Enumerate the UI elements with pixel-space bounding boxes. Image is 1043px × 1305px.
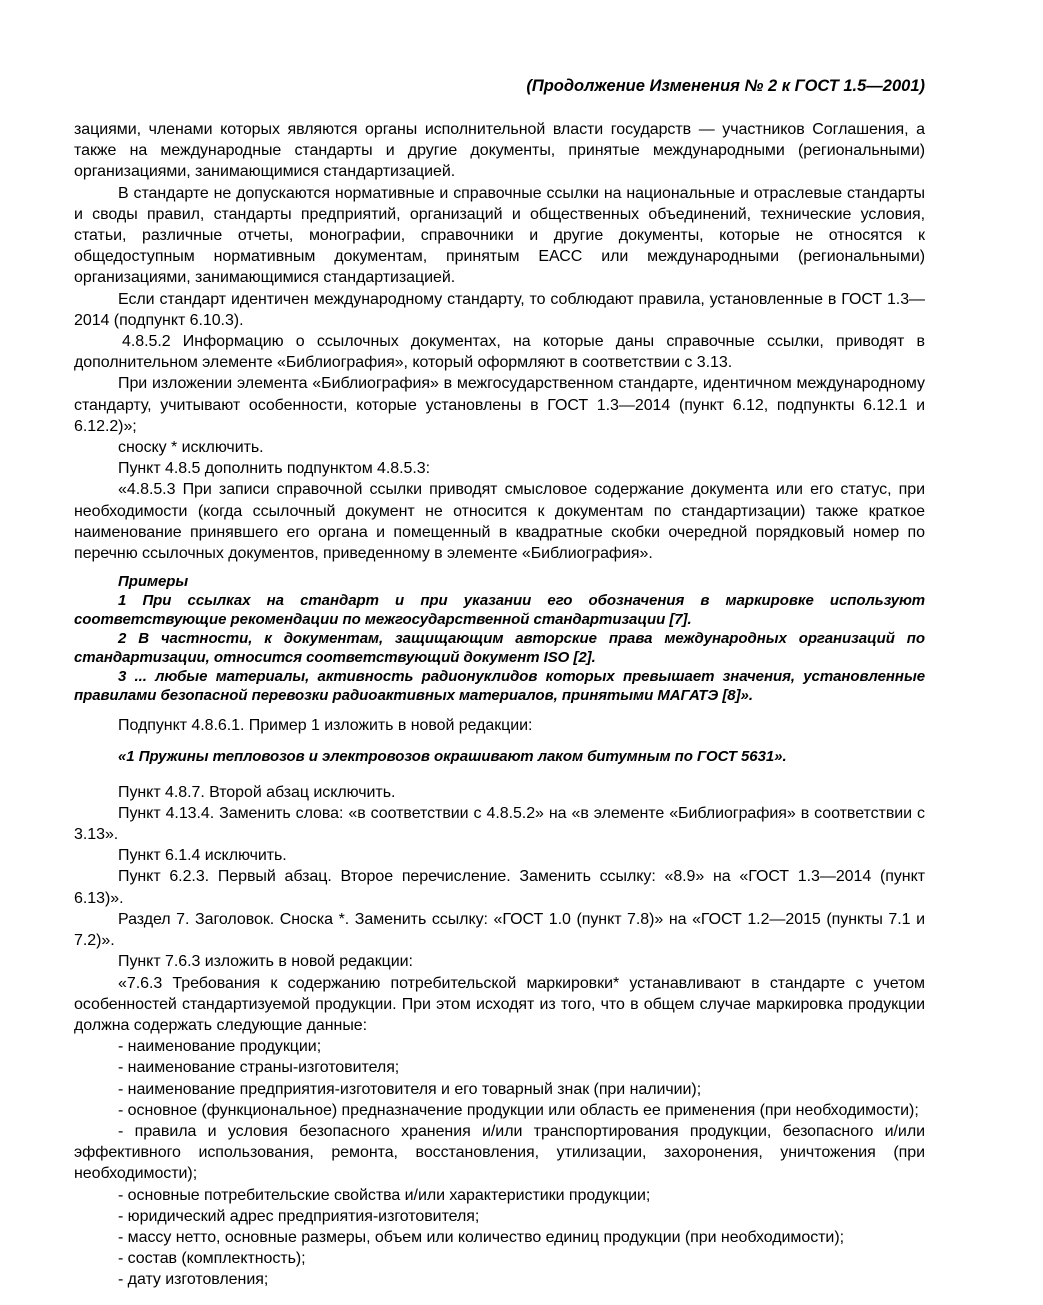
- list-item: - состав (комплектность);: [118, 1250, 306, 1268]
- list-item: - наименование предприятия-изготовителя и его товарный знак (при наличии);: [118, 1080, 702, 1098]
- paragraph: «4.8.5.3 При записи справочной ссылки приводят смысловое содержание документа или его статус, при необходимости (когда ссылочный документ не относится к документам по стандартизации) также краткое наименование принявшего его органа и помещенный в квадратные скобки очередной порядковый номер по перечню ссылочных документов, приведенному в элементе «Библиография».: [74, 481, 925, 563]
- list-item: - юридический адрес предприятия-изготовителя;: [118, 1207, 480, 1225]
- document-body: [74, 119, 925, 1291]
- example-item: 2 В частности, к документам, защищающим авторские права международных организаций по стандартизации, относится соответствующий документ ISO [2].: [74, 630, 925, 667]
- paragraph: Пункт 4.8.5 дополнить подпунктом 4.8.5.3:: [118, 460, 431, 478]
- paragraph: Пункт 7.6.3 изложить в новой редакции:: [118, 953, 413, 971]
- paragraph: сноску * исключить.: [118, 439, 264, 457]
- list-item: - наименование страны-изготовителя;: [118, 1059, 400, 1077]
- paragraph: Пункт 4.13.4. Заменить слова: «в соответствии с 4.8.5.2» на «в элементе «Библиография» в соответствии с 3.13».: [74, 804, 925, 844]
- list-item: - правила и условия безопасного хранения и/или транспортирования продукции, безопасного и/или эффективного использования, ремонта, восстановления, утилизации, захоронения, уничтожения (при необходимости);: [74, 1122, 925, 1183]
- example-item: 3 ... любые материалы, активность радионуклидов которых превышает значения, установленные правилами безопасной перевозки радиоактивных материалов, принятыми МАГАТЭ [8]».: [74, 668, 925, 705]
- list-item: - основные потребительские свойства и/или характеристики продукции;: [118, 1186, 651, 1204]
- paragraph: зациями, членами которых являются органы исполнительной власти государств — участников Соглашения, а также на международные стандарты и другие документы, принятые международными (региональными) организациями, занимающимися стандартизацией.: [74, 121, 925, 181]
- running-header: (Продолжение Изменения № 2 к ГОСТ 1.5—2001): [526, 77, 925, 95]
- list-item: - основное (функциональное) предназначение продукции или область ее применения (при необходимости);: [118, 1101, 919, 1119]
- paragraph: «7.6.3 Требования к содержанию потребительской маркировки* устанавливают в стандарте с учетом особенностей стандартизуемой продукции. При этом исходят из того, что в общем случае маркировка продукции должна содержать следующие данные:: [74, 974, 925, 1034]
- examples-title: Примеры: [118, 573, 189, 591]
- paragraph: Пункт 6.2.3. Первый абзац. Второе перечисление. Заменить ссылку: «8.9» на «ГОСТ 1.3—2014 (пункт 6.13)».: [74, 868, 925, 907]
- spacer: [74, 705, 925, 715]
- paragraph: При изложении элемента «Библиография» в межгосударственном стандарте, идентичном международному стандарту, учитывают особенности, которые установлены в ГОСТ 1.3—2014 (пункт 6.12, подпункты 6.12.1 и 6.12.2)»;: [74, 375, 925, 435]
- paragraph: Пункт 4.8.7. Второй абзац исключить.: [118, 783, 396, 801]
- spacer: [74, 768, 925, 782]
- example-quote: «1 Пружины тепловозов и электровозов окрашивают лаком битумным по ГОСТ 5631».: [118, 748, 787, 766]
- example-item: 1 При ссылках на стандарт и при указании его обозначения в маркировке используют соответствующие рекомендации по межгосударственной стандартизации [7].: [74, 592, 925, 629]
- paragraph: Если стандарт идентичен международному стандарту, то соблюдают правила, установленные в ГОСТ 1.3—2014 (подпункт 6.10.3).: [74, 290, 925, 329]
- paragraph: В стандарте не допускаются нормативные и справочные ссылки на национальные и отраслевые стандарты и своды правил, стандарты предприятий, организаций и общественных объединений, технические условия, статьи, различные отчеты, монографии, справочники и другие документы, которые не относятся к общедоступным нормативным документам, принятым ЕАСС или международными (региональными) организациями, занимающимися стандартизацией.: [74, 184, 925, 287]
- examples-block: [74, 572, 925, 705]
- paragraph: Подпункт 4.8.6.1. Пример 1 изложить в новой редакции:: [118, 717, 533, 735]
- list-item: - наименование продукции;: [118, 1038, 322, 1056]
- paragraph: Раздел 7. Заголовок. Сноска *. Заменить ссылку: «ГОСТ 1.0 (пункт 7.8)» на «ГОСТ 1.2—2015 (пункты 7.1 и 7.2)».: [74, 910, 925, 950]
- list-item: - дату изготовления;: [118, 1271, 269, 1289]
- list-item: - массу нетто, основные размеры, объем или количество единиц продукции (при необходимости);: [118, 1228, 844, 1246]
- paragraph: 4.8.5.2 Информацию о ссылочных документах, на которые даны справочные ссылки, приводят в дополнительном элементе «Библиография», который оформляют в соответствии с 3.13.: [74, 333, 925, 372]
- spacer: [74, 736, 925, 746]
- paragraph: Пункт 6.1.4 исключить.: [118, 847, 287, 865]
